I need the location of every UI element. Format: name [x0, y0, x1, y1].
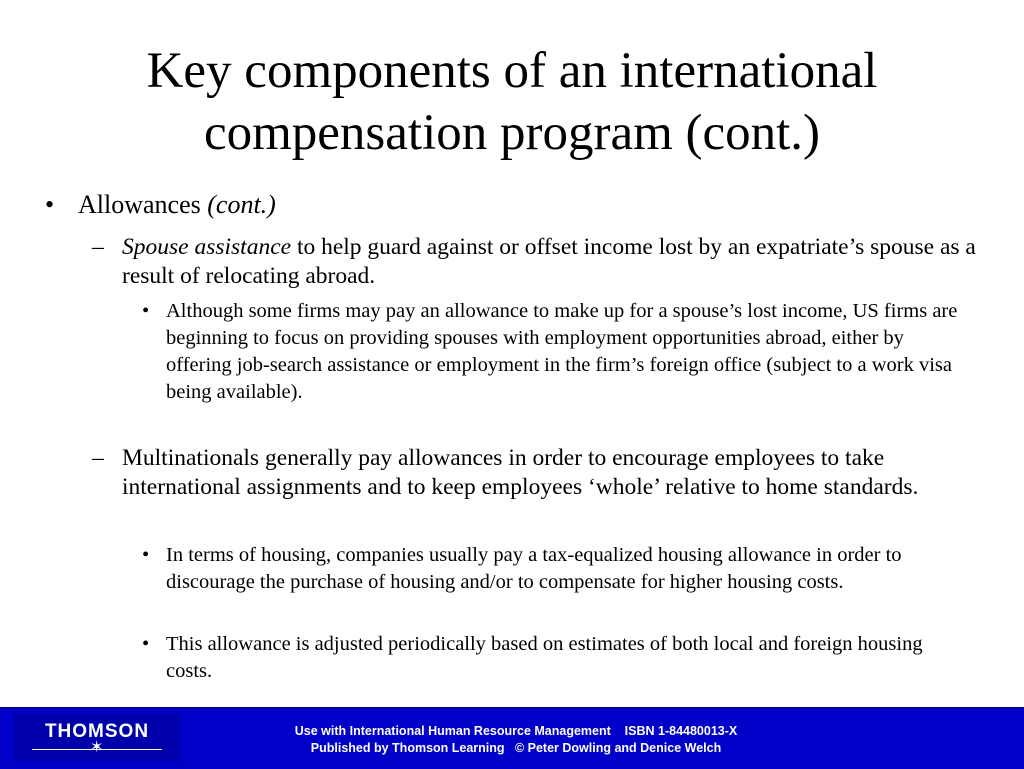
footer-bar — [0, 707, 1024, 769]
bullet-marker: • — [142, 633, 150, 655]
subbullet-italic: Spouse assistance — [122, 234, 292, 260]
detail-text: In terms of housing, companies usually pay a tax-equalized housing allowance in order to discourage the purchase of housing and/or to compensate for higher housing costs. — [166, 544, 902, 593]
star-icon: ✶ — [90, 737, 104, 756]
title-line-1: Key components of an international — [146, 43, 878, 99]
subbullet-text: Multinationals generally pay allowances in order to encourage employees to take international assignments and to keep employees ‘whole’ relative to home standards. — [122, 445, 919, 500]
detail-text: Although some firms may pay an allowance to make up for a spouse’s lost income, US firms are beginning to focus on providing spouses with employment opportunities abroad, either by offering job-search assistance or employment in the firm’s foreign office (subject to a work visa being available). — [166, 300, 958, 403]
footer-citation — [196, 723, 836, 757]
dash-marker: – — [92, 234, 104, 260]
bullet-marker: • — [45, 190, 55, 219]
dash-marker: – — [92, 445, 104, 471]
bullet-label: Allowances — [78, 190, 208, 219]
detail-text: This allowance is adjusted periodically based on estimates of both local and foreign housing costs. — [166, 633, 923, 682]
subbullet-text — [122, 233, 992, 291]
thomson-logo — [14, 714, 180, 761]
bullet-marker: • — [142, 544, 150, 566]
logo-wordmark: THOMSON — [44, 721, 150, 742]
subbullet-body: to help guard against or offset income lost by an expatriate’s spouse as a result of relocating abroad. — [122, 234, 976, 289]
bullet-label-italic: (cont.) — [207, 190, 276, 219]
bullet-marker: • — [142, 300, 150, 322]
bullet-text — [78, 190, 978, 220]
title-line-2: compensation program (cont.) — [203, 105, 821, 161]
footer-line-1: Use with International Human Resource Management ISBN 1-84480013-X — [294, 724, 738, 738]
footer-line-2: Published by Thomson Learning © Peter Dowling and Denice Welch — [310, 741, 722, 755]
slide-title — [40, 40, 984, 164]
